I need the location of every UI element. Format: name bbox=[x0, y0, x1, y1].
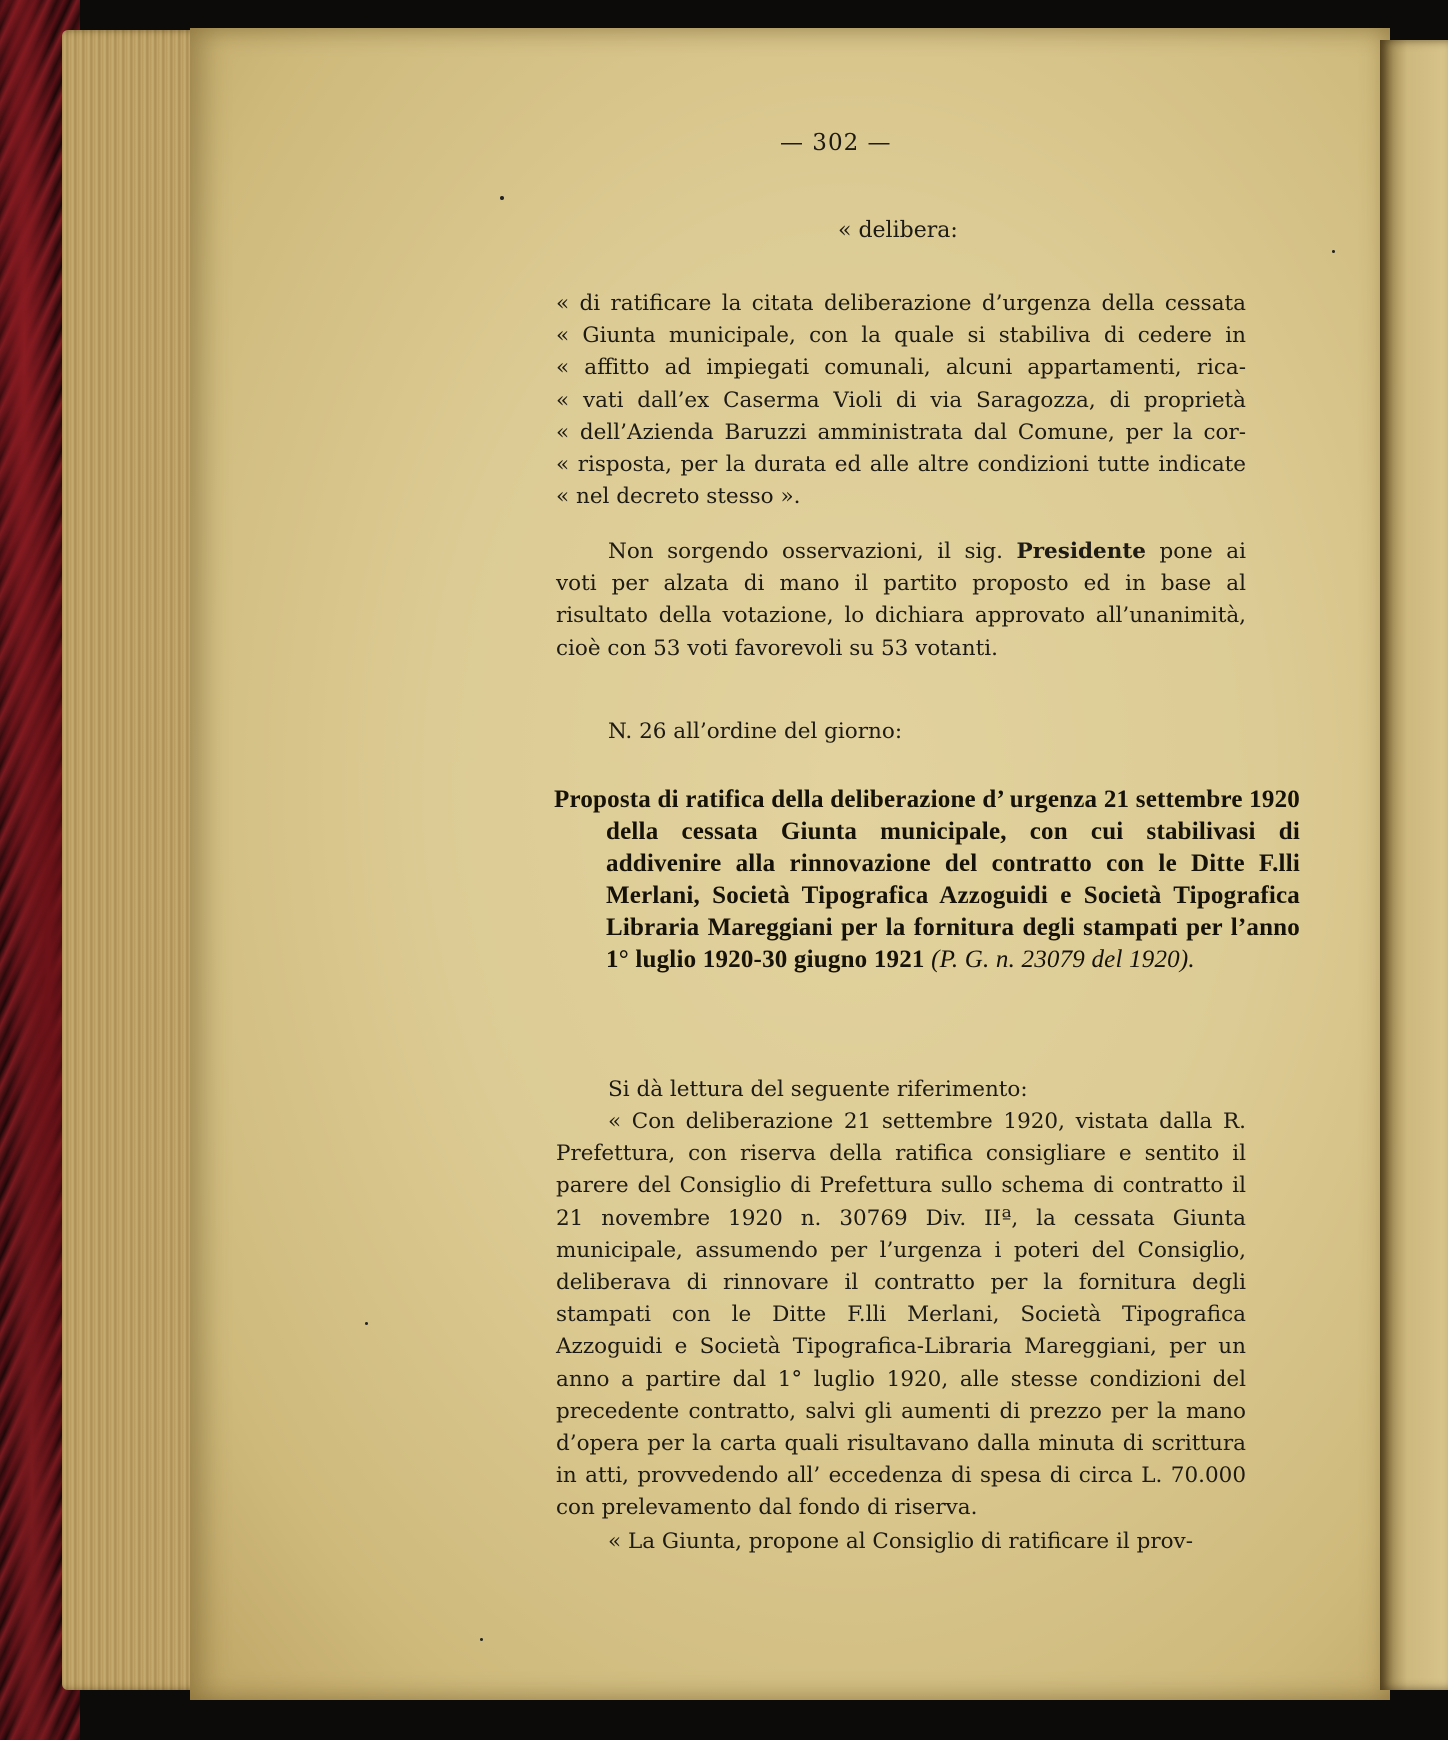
quote-line: « di ratificare la citata deliberazione d’urgenza della cessata bbox=[556, 291, 1246, 316]
delibera-heading: « delibera: bbox=[838, 218, 958, 243]
quote-line: « Giunta municipale, con la quale si stabiliva di cedere in bbox=[556, 323, 1246, 349]
quote-line: « dell’Azienda Baruzzi amministrata dal Comune, per la cor- bbox=[556, 419, 1246, 445]
agenda-item: N. 26 all’ordine del giorno: bbox=[608, 719, 903, 744]
facing-page-edge bbox=[1380, 40, 1448, 1690]
dust-speck bbox=[500, 196, 504, 200]
quoted-resolution bbox=[556, 288, 1246, 513]
page-number: — 302 — bbox=[780, 130, 892, 156]
dust-speck bbox=[480, 1638, 483, 1641]
quote-line: « nel decreto stesso ». bbox=[556, 484, 801, 510]
dust-speck bbox=[1332, 250, 1335, 253]
vote-paragraph bbox=[556, 536, 1246, 665]
vote-text-after: pone ai voti per alzata di mano il partito proposto ed in base al risultato della votazione, lo dichiara approvato all’unanimità, cioè con 53 voti favorevoli su 53 votanti. bbox=[556, 539, 1247, 661]
proposal-reference: (P. G. n. 23079 del 1920). bbox=[931, 946, 1195, 973]
quote-line: « affitto ad impiegati comunali, alcuni appartamenti, rica- bbox=[556, 355, 1246, 381]
presidente-bold: Presidente bbox=[1016, 539, 1146, 564]
report-paragraph: « Con deliberazione 21 settembre 1920, vistata dalla R. Prefettura, con riserva della ratifica consigliare e sentito il parere del Consiglio di Prefettura sullo schema di contratto il 21 novembre 1920 n. 30769 Div. IIª, la cessata Giunta municipale, assumendo per l’urgenza i poteri del Consiglio, deliberava di rinnovare il contratto per la fornitura degli stampati con le Ditte F.lli Merlani, Società Tipografica Azzoguidi e Società Tipografica-Libraria Mareggiani, per un anno a partire dal 1° luglio 1920, alle stesse condizioni del precedente contratto, salvi gli aumenti di prezzo per la mano d’opera per la carta quali risultavano dalla minuta di scrittura in atti, provvedendo all’ eccedenza di spesa di circa L. 70.000 con prelevamento dal fondo di riserva. bbox=[556, 1109, 1246, 1521]
reading-intro: Si dà lettura del seguente riferimento: bbox=[608, 1077, 1028, 1102]
quote-line: « vati dall’ex Caserma Violi di via Saragozza, di proprietà bbox=[556, 387, 1246, 413]
last-line: « La Giunta, propone al Consiglio di ratificare il prov- bbox=[608, 1529, 1193, 1554]
dust-speck bbox=[365, 1322, 368, 1325]
proposal-title bbox=[554, 784, 1300, 976]
quote-line: « risposta, per la durata ed alle altre condizioni tutte indicate bbox=[556, 451, 1246, 477]
proposal-title-text: Proposta di ratifica della deliberazione d’ urgenza 21 settembre 1920 della cessata Giunta municipale, con cui stabilivasi di addivenire alla rinnovazione del contratto con le Ditte F.lli Merlani, Società Tipografica Azzoguidi e Società Tipografica Libraria Mareggiani per la fornitura degli stampati per l’anno 1° luglio 1920-30 giugno 1921 bbox=[554, 786, 1300, 973]
vote-text-before: Non sorgendo osservazioni, il sig. bbox=[608, 539, 1017, 564]
